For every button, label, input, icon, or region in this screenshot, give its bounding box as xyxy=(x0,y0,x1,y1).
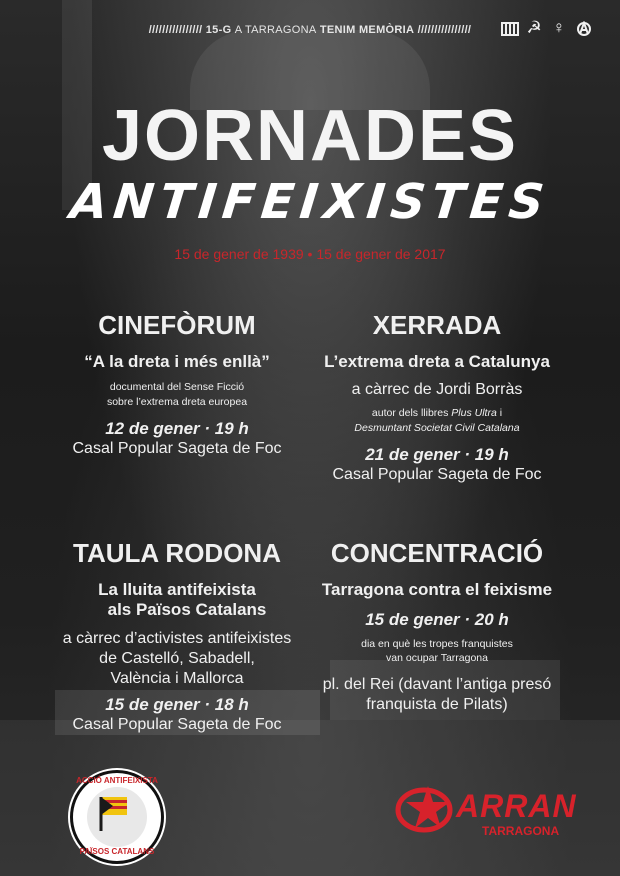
event-film-title: “A la dreta i més enllà” xyxy=(84,352,270,371)
event-taula-rodona xyxy=(32,540,322,735)
anarchy-icon xyxy=(576,21,592,37)
event-description: van ocupar Tarragona xyxy=(386,651,488,664)
poster-title: JORNADES xyxy=(101,96,519,176)
event-description-conj: i xyxy=(499,407,503,420)
top-bar-middle: A TARRAGONA xyxy=(234,24,317,36)
event-speakers: de Castelló, Sabadell, xyxy=(99,649,255,667)
top-bar-highlight: TENIM MEMÒRIA xyxy=(319,24,415,36)
event-topic: Tarragona contra el feixisme xyxy=(321,580,553,599)
event-speakers: València i Mallorca xyxy=(110,669,244,687)
poster-subtitle: ANTIFEIXISTES xyxy=(67,174,553,230)
event-description: documental del Sense Ficció xyxy=(109,381,245,394)
political-symbols xyxy=(501,18,592,38)
event-place: pl. del Rei (davant l’antiga presó xyxy=(322,676,552,694)
event-topic: L’extrema dreta a Catalunya xyxy=(324,352,550,371)
top-bar-slashes-left: //////////////// xyxy=(148,24,203,36)
event-concentracio xyxy=(292,540,582,715)
event-datetime: 12 de gener · 19 h xyxy=(105,418,249,438)
logo-left-top-text: ACCIÓ ANTIFEIXISTA xyxy=(76,776,158,785)
event-datetime: 21 de gener · 19 h xyxy=(365,444,509,464)
event-description: sobre l’extrema dreta europea xyxy=(106,395,248,408)
hammer-sickle-icon: ☭ ♀ xyxy=(526,18,569,37)
book-title: Plus Ultra xyxy=(451,407,497,420)
event-venue: Casal Popular Sageta de Foc xyxy=(72,440,282,458)
senyera-icon xyxy=(501,21,519,37)
logo-left-bottom-text: PAÏSOS CATALANS xyxy=(79,847,155,856)
book-title: Desmuntant Societat Civil Catalana xyxy=(354,421,520,434)
date-range: 15 de gener de 1939 • 15 de gener de 2017 xyxy=(174,246,446,262)
event-datetime: 15 de gener · 20 h xyxy=(365,610,509,630)
event-description xyxy=(292,406,582,420)
event-xerrada xyxy=(292,312,582,485)
event-heading: CINEFÒRUM xyxy=(98,310,256,340)
arran-logo xyxy=(394,780,577,840)
estelada-flag-icon xyxy=(99,793,129,833)
top-bar-slashes-right: //////////////// xyxy=(417,24,472,36)
event-topic: La lluita antifeixista xyxy=(98,580,256,599)
event-speakers: a càrrec d’activistes antifeixistes xyxy=(62,629,292,647)
event-venue: Casal Popular Sageta de Foc xyxy=(332,466,542,484)
top-bar-tag: 15-G xyxy=(205,24,232,36)
event-venue: Casal Popular Sageta de Foc xyxy=(72,716,282,734)
event-description-text: autor dels llibres xyxy=(371,407,449,420)
event-heading: XERRADA xyxy=(372,310,502,340)
arran-name: ARRAN xyxy=(456,788,577,824)
event-datetime: 15 de gener · 18 h xyxy=(105,694,249,714)
star-circle-icon xyxy=(394,780,458,836)
event-heading: TAULA RODONA xyxy=(73,538,281,568)
event-heading: CONCENTRACIÓ xyxy=(330,538,544,568)
arran-subtitle: TARRAGONA xyxy=(482,824,560,838)
event-speaker: a càrrec de Jordi Borràs xyxy=(351,381,523,399)
event-cineforum xyxy=(32,312,322,459)
event-topic: als Països Catalans xyxy=(107,600,267,620)
event-place: franquista de Pilats) xyxy=(366,696,508,714)
accio-antifeixista-logo xyxy=(70,770,164,864)
event-description: dia en què les tropes franquistes xyxy=(361,637,513,650)
